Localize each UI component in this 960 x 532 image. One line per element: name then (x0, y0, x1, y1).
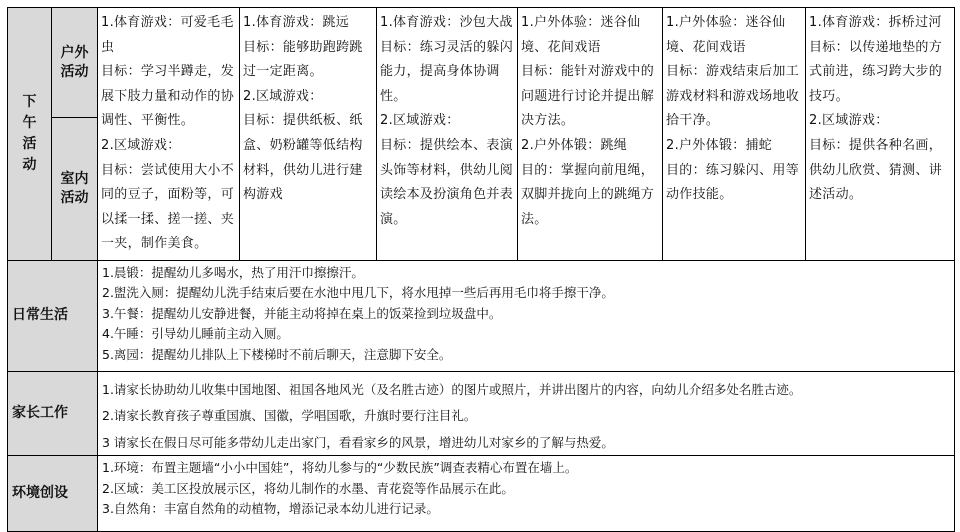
activity-line: 1.户外体验：迷谷仙境、花间戏语 (666, 15, 786, 55)
afternoon-activity-label: 下午活动 (8, 8, 52, 261)
weekly-plan-table (7, 7, 955, 532)
activity-line: 2.户外体锻：捕蛇 (666, 137, 773, 153)
activity-line: 目的：练习躲闪、用等动作技能。 (666, 162, 800, 203)
activity-line: 目标：能针对游戏中的问题进行讨论并提出解决方法。 (521, 64, 655, 129)
parent-work-label: 家长工作 (8, 371, 98, 456)
list-item: 1.请家长协助幼儿收集中国地图、祖国各地风光（及名胜古迹）的图片或照片，并讲出图片的内容，向幼儿介绍多处名胜古迹。 (102, 381, 802, 397)
activity-line: 目的：掌握向前甩绳，双脚并拢向上的跳绳方法。 (521, 162, 655, 227)
activity-cell-3 (377, 8, 518, 261)
activity-line: 目标：学习半蹲走，发展下肢力量和动作的协调性、平衡性。 (101, 64, 235, 129)
activity-line: 1.体育游戏：可爱毛毛虫 (101, 15, 234, 55)
list-item: 3.午餐：提醒幼儿安静进餐，并能主动将掉在桌上的饭菜捡到垃圾盘中。 (102, 305, 502, 321)
activity-cell-6 (806, 8, 955, 261)
list-item: 3.自然角：丰富自然角的动植物，增添记录本幼儿进行记录。 (102, 501, 439, 517)
list-item: 5.离园：提醒幼儿排队上下楼梯时不前后聊天，注意脚下安全。 (102, 346, 452, 362)
daily-life-content (98, 260, 955, 371)
indoor-activity-label: 室内活动 (52, 118, 98, 261)
list-item: 3 请家长在假日尽可能多带幼儿走出家门，看看家乡的风景，增进幼儿对家乡的了解与热爱。 (102, 434, 614, 450)
list-item: 1.晨锻：提醒幼儿多喝水，热了用汗巾擦擦汗。 (102, 264, 364, 280)
activity-line: 目标：以传递地垫的方式前进，练习跨大步的技巧。 (809, 39, 943, 104)
activity-cell-2 (240, 8, 377, 261)
activity-line: 2.区域游戏： (243, 88, 323, 104)
activity-line: 1.体育游戏：拆桥过河 (809, 15, 942, 30)
activity-cell-1 (98, 8, 240, 261)
list-item: 1.环境：布置主题墙“小小中国娃”，将幼儿参与的“少数民族”调查表精心布置在墙上。 (102, 460, 578, 476)
activity-line: 目标：能够助跑跨跳过一定距离。 (243, 39, 363, 80)
daily-life-label: 日常生活 (8, 260, 98, 371)
activity-cell-4 (518, 8, 663, 261)
environment-label: 环境创设 (8, 456, 98, 532)
activity-line: 目标：提供纸板、纸盒、奶粉罐等低结构材料，供幼儿进行建构游戏 (243, 113, 363, 203)
activity-line: 1.户外体验：迷谷仙境、花间戏语 (521, 15, 641, 55)
activity-line: 1.体育游戏：跳远 (243, 15, 350, 30)
activity-cell-5 (663, 8, 806, 261)
list-item: 4.午睡：引导幼儿睡前主动入厕。 (102, 326, 289, 342)
activity-line: 2.区域游戏： (809, 113, 889, 129)
parent-work-content (98, 371, 955, 456)
activity-line: 目标：练习灵活的躲闪能力，提高身体协调性。 (380, 39, 514, 104)
environment-content (98, 456, 955, 532)
outdoor-activity-label: 户外活动 (52, 8, 98, 118)
activity-line: 目标：尝试使用大小不同的豆子，面粉等，可以揉一揉、搓一搓、夹一夹，制作美食。 (101, 162, 235, 252)
activity-line: 目标：游戏结束后加工游戏材料和游戏场地收拾干净。 (666, 64, 800, 129)
list-item: 2.请家长教育孩子尊重国旗、国徽，学唱国歌，升旗时要行注目礼。 (102, 408, 477, 424)
activity-line: 2.区域游戏： (380, 113, 460, 129)
activity-line: 2.区域游戏： (101, 137, 181, 153)
activity-line: 目标：提供绘本、表演头饰等材料，供幼儿阅读绘本及扮演角色并表演。 (380, 137, 514, 227)
activity-line: 2.户外体锻：跳绳 (521, 137, 628, 153)
list-item: 2.区域：美工区投放展示区，将幼儿制作的水墨、青花瓷等作品展示在此。 (102, 480, 514, 496)
list-item: 2.盥洗入厕：提醒幼儿洗手结束后要在水池中甩几下，将水甩掉一些后再用毛巾将手擦干净。 (102, 285, 614, 301)
activity-line: 1.体育游戏：沙包大战 (380, 15, 513, 30)
activity-line: 目标：提供各种名画，供幼儿欣赏、猜测、讲述活动。 (809, 137, 943, 203)
